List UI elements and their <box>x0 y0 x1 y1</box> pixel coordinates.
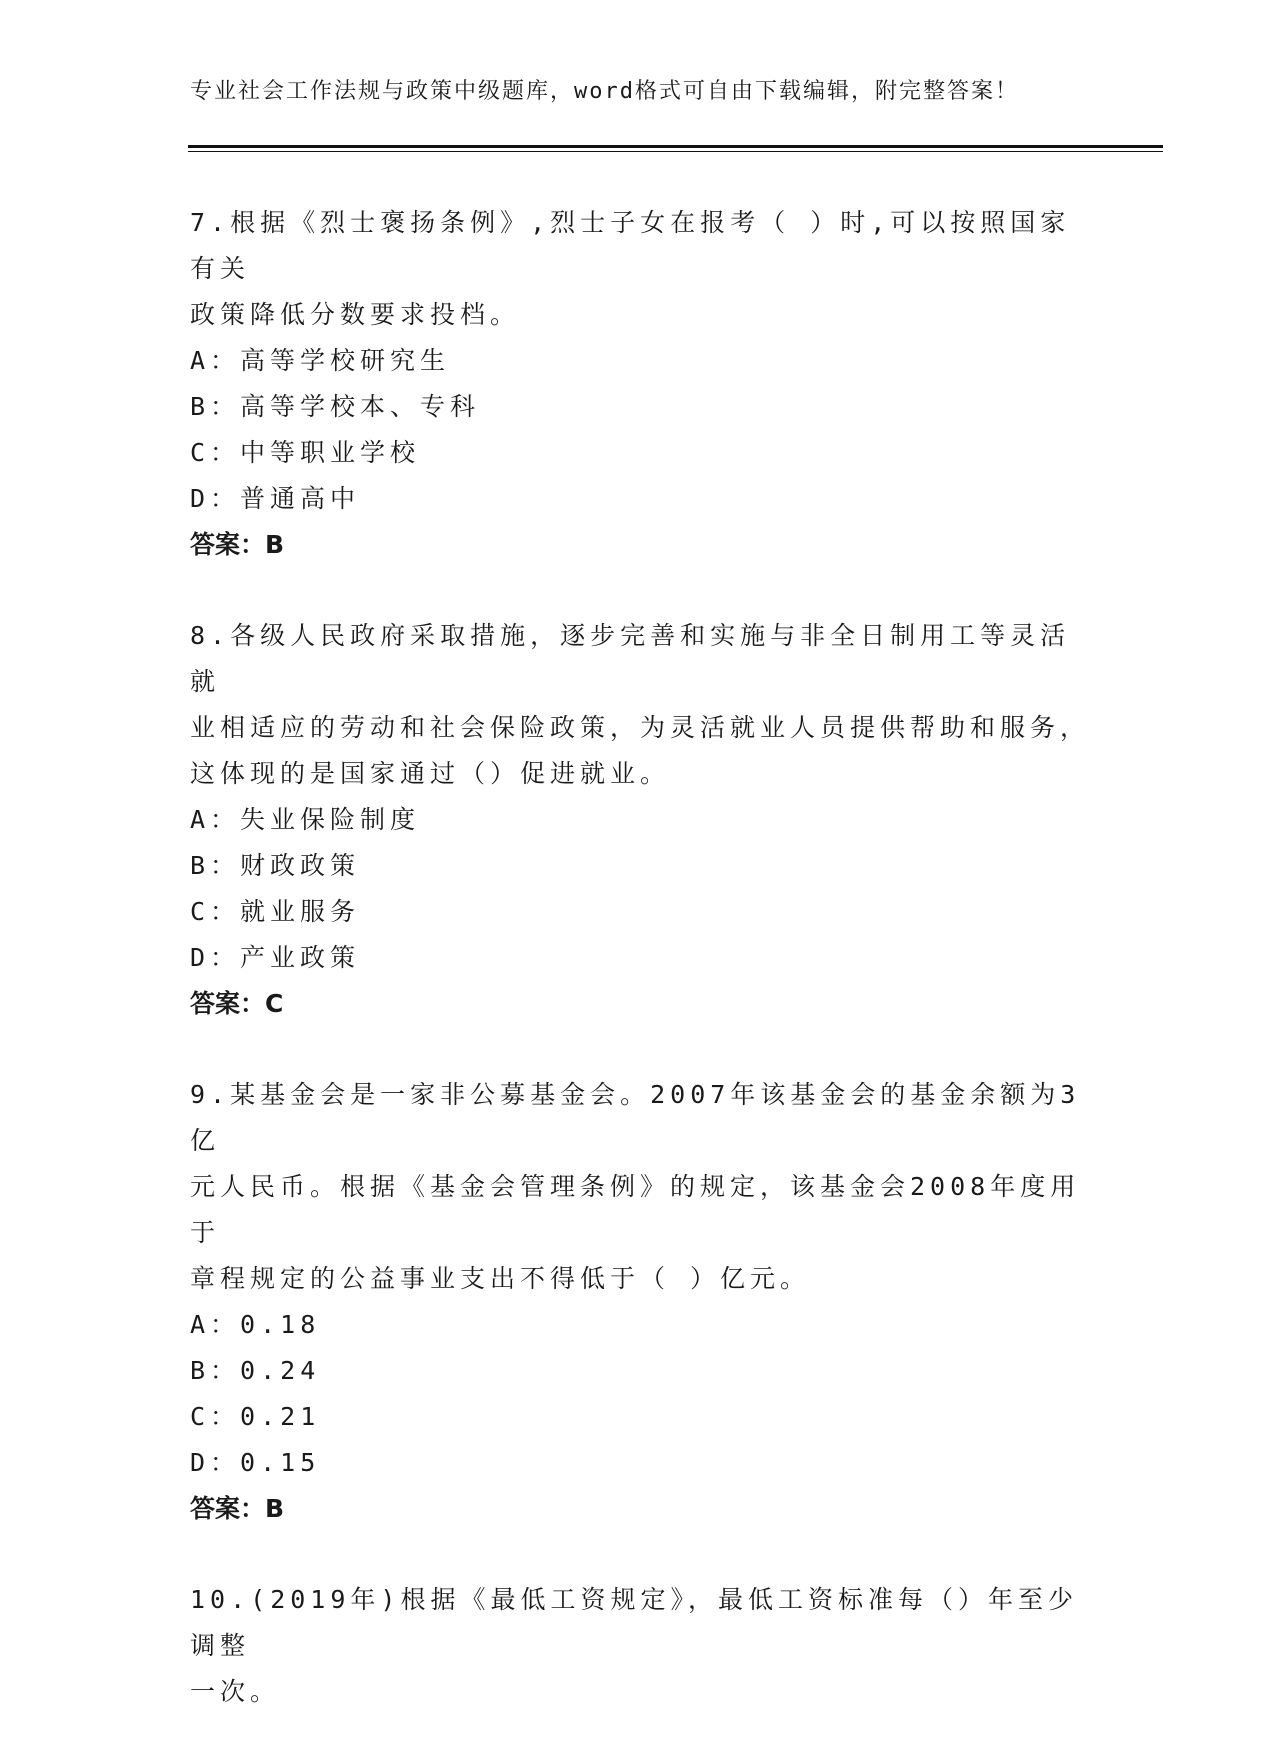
option-a: A：失业保险制度 <box>190 805 421 834</box>
option-d: D：普通高中 <box>190 484 361 513</box>
question-stem-line: 8.各级人民政府采取措施，逐步完善和实施与非全日制用工等灵活就 <box>190 621 1071 696</box>
option-a: A：高等学校研究生 <box>190 346 451 375</box>
option-d: D：产业政策 <box>190 943 361 972</box>
answer-label: 答案：C <box>190 989 284 1018</box>
question-stem-line: 这体现的是国家通过（）促进就业。 <box>190 759 671 788</box>
question-stem-line: 9.某基金会是一家非公募基金会。2007年该基金会的基金余额为3亿 <box>190 1080 1081 1155</box>
question-stem-line: 业相适应的劳动和社会保险政策，为灵活就业人员提供帮助和服务， <box>190 713 1091 742</box>
answer-label: 答案：B <box>190 530 285 559</box>
question-stem-line: 章程规定的公益事业支出不得低于（ ）亿元。 <box>190 1264 811 1293</box>
question-stem-line: 一次。 <box>190 1677 281 1706</box>
question-9 <box>190 1072 1090 1532</box>
option-b: B：高等学校本、专科 <box>190 392 481 421</box>
question-stem-line: 政策降低分数要求投档。 <box>190 300 521 329</box>
header-divider <box>188 145 1163 148</box>
option-c: C：0.21 <box>190 1402 321 1431</box>
question-stem-line: 元人民币。根据《基金会管理条例》的规定，该基金会2008年度用于 <box>190 1172 1081 1247</box>
question-stem-line: 10.(2019年)根据《最低工资规定》，最低工资标准每（）年至少调整 <box>190 1585 1078 1660</box>
header-title: 专业社会工作法规与政策中级题库，word格式可自由下载编辑，附完整答案！ <box>190 79 1019 104</box>
option-d: D：0.15 <box>190 1448 321 1477</box>
question-list <box>190 200 1090 1760</box>
option-a: A：0.18 <box>190 1310 321 1339</box>
answer-label: 答案：B <box>190 1494 285 1523</box>
question-8 <box>190 613 1090 1027</box>
option-c: C：中等职业学校 <box>190 438 421 467</box>
option-b: B：0.24 <box>190 1356 321 1385</box>
option-c: C：就业服务 <box>190 897 361 926</box>
question-stem-line: 7.根据《烈士褒扬条例》,烈士子女在报考（ ）时,可以按照国家有关 <box>190 208 1071 283</box>
question-7 <box>190 200 1090 568</box>
option-b: B：财政政策 <box>190 851 361 880</box>
question-10 <box>190 1577 1090 1715</box>
header-divider-thin <box>188 151 1163 152</box>
